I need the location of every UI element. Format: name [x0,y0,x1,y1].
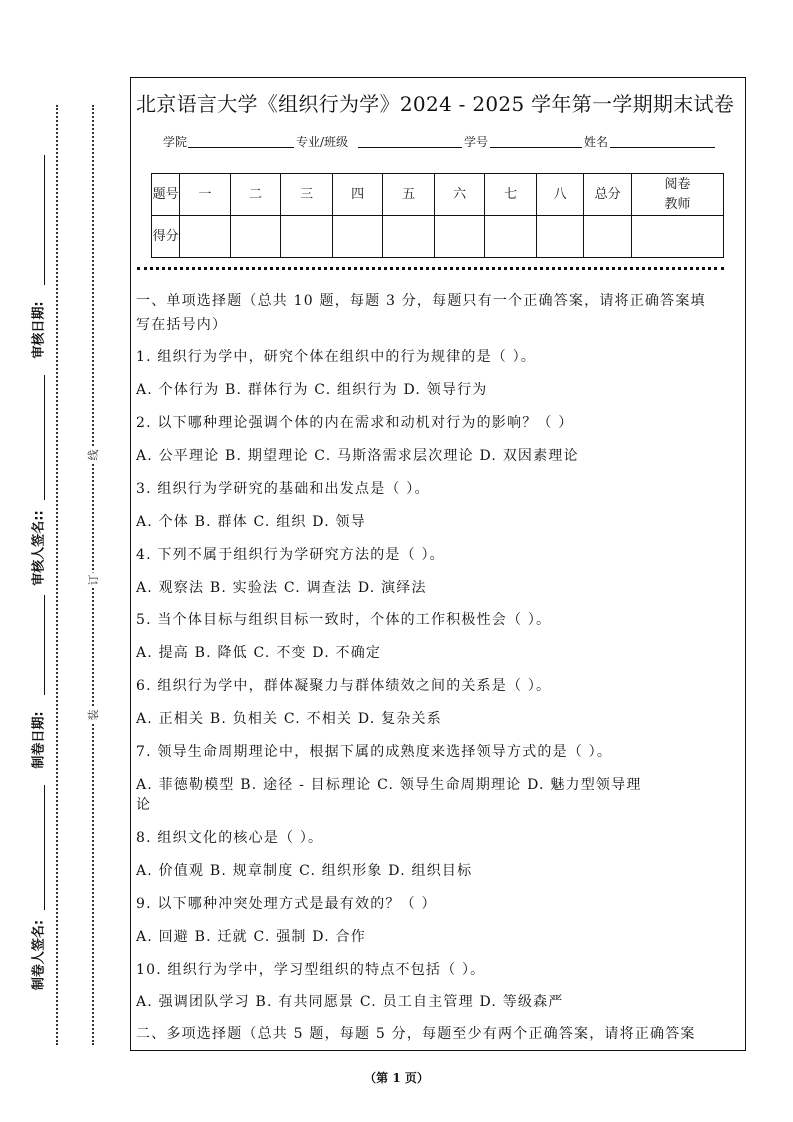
question-text: 7. 领导生命周期理论中，根据下属的成熟度来选择领导方式的是（ ）。 [136,744,613,760]
section-heading: 一、单项选择题（总共 10 题，每题 3 分，每题只有一个正确答案，请将正确答案填 [136,293,706,309]
review-date-label: 审核日期: [31,301,47,359]
student-id-label: 学号 [464,135,489,149]
score-table [151,173,724,258]
signature-line [44,375,45,500]
answer-options: A. 菲德勒模型 B. 途径 - 目标理论 C. 领导生命周期理论 D. 魅力型领导理 [136,777,642,793]
name-field[interactable] [610,147,715,148]
score-cell[interactable] [281,216,333,258]
score-cell[interactable] [485,216,537,258]
maker-sign-label: 制卷人签名: [31,919,47,991]
answer-options: A. 个体行为 B. 群体行为 C. 组织行为 D. 领导行为 [136,382,488,398]
make-date-label: 制卷日期: [31,711,47,769]
answer-options: A. 回避 B. 迁就 C. 强制 D. 合作 [136,929,366,945]
question-text: 9. 以下哪种冲突处理方式是最有效的？（ ） [136,896,437,912]
bind-mount-mark: 装 [87,709,100,721]
section-heading: 二、多项选择题（总共 5 题，每题 5 分，每题至少有两个正确答案，请将正确答案 [136,1026,696,1042]
college-label: 学院 [163,135,188,149]
answer-options: A. 观察法 B. 实验法 C. 调查法 D. 演绎法 [136,580,427,596]
score-cell[interactable] [383,216,435,258]
col-header: 七 [485,174,537,216]
score-cell[interactable] [180,216,231,258]
question-text: 4. 下列不属于组织行为学研究方法的是（ ）。 [136,547,445,563]
col-header: 四 [332,174,383,216]
question-text: 10. 组织行为学中，学习型组织的特点不包括（ ）。 [136,962,486,978]
bind-line-mark: 线 [87,449,100,461]
major-label: 专业/班级 [296,135,349,149]
answer-options: A. 正相关 B. 负相关 C. 不相关 D. 复杂关系 [136,711,442,727]
col-header: 总分 [584,174,631,216]
major-field[interactable] [358,147,462,148]
col-header: 二 [230,174,281,216]
score-row-header: 得分 [152,216,180,258]
signature-line [44,595,45,695]
question-text: 1. 组织行为学中，研究个体在组织中的行为规律的是（ ）。 [136,349,537,365]
score-cell[interactable] [536,216,583,258]
col-header: 阅卷教师 [631,174,723,216]
outer-dotted-line [56,105,58,1045]
question-text: 6. 组织行为学中，群体凝聚力与群体绩效之间的关系是（ ）。 [136,678,552,694]
answer-options: A. 公平理论 B. 期望理论 C. 马斯洛需求层次理论 D. 双因素理论 [136,448,579,464]
question-text: 3. 组织行为学研究的基础和出发点是（ ）。 [136,481,430,497]
answer-options: 论 [136,797,152,813]
answer-options: A. 提高 B. 降低 C. 不变 D. 不确定 [136,645,382,661]
score-cell[interactable] [230,216,281,258]
dotted-separator [137,267,724,270]
page-number: （第 1 页） [364,1071,429,1085]
answer-options: A. 强调团队学习 B. 有共同愿景 C. 员工自主管理 D. 等级森严 [136,994,564,1010]
col-header: 三 [281,174,333,216]
answer-options: A. 个体 B. 群体 C. 组织 D. 领导 [136,514,366,530]
bind-staple-mark: 订 [87,574,100,586]
college-field[interactable] [188,147,294,148]
section-heading: 写在括号内） [136,317,228,333]
question-number-header: 题号 [152,174,180,216]
signature-line [44,785,45,910]
question-text: 8. 组织文化的核心是（ ）。 [136,830,324,846]
score-cell[interactable] [584,216,631,258]
col-header: 八 [536,174,583,216]
signature-line [44,155,45,285]
score-cell[interactable] [631,216,723,258]
question-text: 2. 以下哪种理论强调个体的内在需求和动机对行为的影响？（ ） [136,415,574,431]
answer-options: A. 价值观 B. 规章制度 C. 组织形象 D. 组织目标 [136,863,473,879]
col-header: 六 [434,174,485,216]
col-header: 一 [180,174,231,216]
score-cell[interactable] [332,216,383,258]
score-cell[interactable] [434,216,485,258]
name-label: 姓名 [584,135,609,149]
student-id-field[interactable] [490,147,582,148]
col-header: 五 [383,174,435,216]
question-text: 5. 当个体目标与组织目标一致时，个体的工作积极性会（ ）。 [136,612,552,628]
exam-title: 北京语言大学《组织行为学》2024 - 2025 学年第一学期期末试卷 [136,92,735,116]
reviewer-sign-label: 审核人签名:: [31,510,47,586]
